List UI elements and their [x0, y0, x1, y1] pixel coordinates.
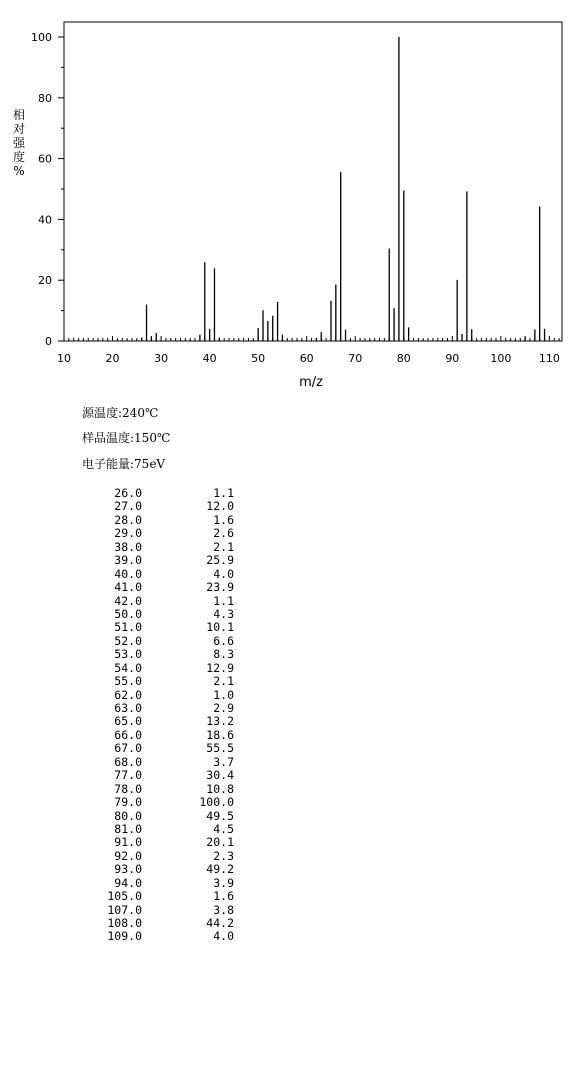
- x-tick-label: 60: [299, 352, 314, 365]
- x-tick-label: 80: [396, 352, 411, 365]
- y-tick-label: 100: [31, 31, 52, 44]
- intensity-cell: 4.3: [213, 606, 234, 621]
- mz-cell: 68.0: [114, 754, 142, 769]
- table-row: [92, 568, 234, 581]
- intensity-cell: 20.1: [206, 835, 234, 850]
- mz-cell: 39.0: [114, 553, 142, 568]
- table-row: [92, 890, 234, 903]
- table-row: [92, 742, 234, 755]
- mz-cell: 62.0: [114, 687, 142, 702]
- sample-temperature: 样品温度:150℃: [82, 431, 171, 445]
- table-row: [92, 850, 234, 863]
- mz-cell: 41.0: [114, 580, 142, 595]
- table-row: [92, 581, 234, 594]
- mz-cell: 29.0: [114, 526, 142, 541]
- mz-cell: 52.0: [114, 633, 142, 648]
- intensity-cell: 18.6: [206, 727, 234, 742]
- table-row: [92, 904, 234, 917]
- mz-cell: 81.0: [114, 821, 142, 836]
- mz-cell: 26.0: [114, 486, 142, 500]
- plot-frame: [64, 22, 562, 341]
- y-axis-label-char: 相: [12, 108, 25, 122]
- table-row: [92, 769, 234, 782]
- mz-cell: 92.0: [114, 848, 142, 863]
- intensity-cell: 100.0: [199, 795, 234, 810]
- intensity-cell: 12.0: [206, 499, 234, 514]
- intensity-cell: 1.1: [213, 593, 234, 608]
- table-row: [92, 729, 234, 742]
- table-row: [92, 877, 234, 890]
- intensity-cell: 8.3: [213, 647, 234, 662]
- y-tick-label: 40: [38, 213, 52, 227]
- intensity-cell: 2.1: [213, 674, 234, 689]
- mz-cell: 105.0: [107, 889, 142, 904]
- table-row: [92, 756, 234, 769]
- intensity-cell: 1.6: [213, 512, 234, 527]
- x-tick-label: 40: [202, 352, 217, 365]
- intensity-cell: 3.8: [213, 902, 234, 917]
- mz-cell: 94.0: [114, 875, 142, 890]
- y-tick-label: 80: [38, 91, 52, 105]
- table-row: [92, 514, 234, 527]
- source-temperature: 源温度:240℃: [82, 406, 159, 420]
- mz-cell: 107.0: [107, 902, 142, 917]
- table-row: [92, 796, 234, 809]
- table-row: [92, 917, 234, 930]
- y-tick-label: 0: [45, 335, 52, 348]
- intensity-cell: 2.9: [213, 701, 234, 715]
- y-axis: [31, 31, 64, 348]
- intensity-cell: 4.5: [213, 821, 234, 836]
- mz-cell: 42.0: [114, 593, 142, 608]
- intensity-cell: 55.5: [206, 741, 234, 756]
- table-row: [92, 836, 234, 849]
- mz-cell: 91.0: [114, 835, 142, 850]
- table-row: [92, 930, 234, 943]
- table-row: [92, 715, 234, 728]
- table-row: [92, 675, 234, 688]
- mz-cell: 78.0: [114, 781, 142, 796]
- intensity-cell: 49.5: [206, 808, 234, 823]
- x-axis-label: m/z: [299, 375, 323, 390]
- spectrum-bars: [142, 37, 545, 341]
- table-row: [92, 783, 234, 796]
- table-row: [92, 689, 234, 702]
- intensity-cell: 2.1: [213, 539, 234, 554]
- intensity-cell: 12.9: [206, 660, 234, 675]
- table-row: [92, 621, 234, 634]
- intensity-cell: 10.8: [206, 781, 234, 796]
- x-tick-label: 70: [348, 352, 363, 365]
- x-tick-label: 110: [538, 352, 560, 365]
- mz-cell: 66.0: [114, 727, 142, 742]
- table-row: [92, 863, 234, 876]
- x-tick-label: 90: [445, 352, 460, 365]
- y-axis-label: [12, 108, 26, 178]
- intensity-cell: 13.2: [206, 714, 234, 729]
- mz-cell: 53.0: [114, 647, 142, 662]
- y-tick-label: 20: [38, 274, 52, 288]
- intensity-cell: 44.2: [206, 916, 234, 930]
- y-axis-label-char: 强: [12, 136, 25, 150]
- table-row: [92, 500, 234, 513]
- mz-cell: 28.0: [114, 512, 142, 527]
- table-row: [92, 810, 234, 823]
- electron-energy: 电子能量:75eV: [82, 457, 166, 471]
- table-row: [92, 702, 234, 715]
- intensity-cell: 1.0: [213, 687, 234, 702]
- table-row: [92, 608, 234, 621]
- intensity-cell: 3.9: [213, 875, 234, 890]
- intensity-cell: 4.0: [213, 566, 234, 581]
- mz-cell: 63.0: [114, 701, 142, 715]
- mz-cell: 109.0: [107, 929, 142, 944]
- intensity-cell: 2.3: [213, 848, 234, 863]
- x-tick-label: 30: [154, 352, 169, 365]
- intensity-cell: 6.6: [213, 633, 234, 648]
- y-tick-label: 60: [38, 152, 52, 166]
- intensity-cell: 23.9: [206, 580, 234, 595]
- table-row: [92, 487, 234, 500]
- intensity-cell: 1.6: [213, 889, 234, 904]
- intensity-cell: 10.1: [206, 620, 234, 635]
- mz-cell: 65.0: [114, 714, 142, 729]
- mz-cell: 67.0: [114, 741, 142, 756]
- mz-cell: 80.0: [114, 808, 142, 823]
- x-axis: [57, 336, 560, 365]
- mz-cell: 40.0: [114, 566, 142, 581]
- table-row: [92, 595, 234, 608]
- mz-cell: 93.0: [114, 862, 142, 877]
- mz-cell: 77.0: [114, 768, 142, 783]
- intensity-cell: 1.1: [213, 486, 234, 500]
- table-row: [92, 635, 234, 648]
- mz-cell: 54.0: [114, 660, 142, 675]
- intensity-cell: 4.0: [213, 929, 234, 944]
- mz-cell: 50.0: [114, 606, 142, 621]
- x-tick-label: 50: [251, 352, 266, 365]
- table-row: [92, 648, 234, 661]
- mz-cell: 38.0: [114, 539, 142, 554]
- mz-cell: 108.0: [107, 916, 142, 930]
- mz-cell: 55.0: [114, 674, 142, 689]
- intensity-cell: 2.6: [213, 526, 234, 541]
- y-axis-label-char: %: [13, 164, 25, 178]
- peak-table: [92, 487, 234, 944]
- table-row: [92, 527, 234, 540]
- table-row: [92, 541, 234, 554]
- intensity-cell: 49.2: [206, 862, 234, 877]
- y-axis-label-char: 度: [12, 150, 25, 164]
- intensity-cell: 30.4: [206, 768, 234, 783]
- intensity-cell: 3.7: [213, 754, 234, 769]
- x-tick-label: 100: [490, 352, 512, 365]
- mz-cell: 79.0: [114, 795, 142, 810]
- mass-spectrum-chart: [0, 0, 570, 395]
- mz-cell: 51.0: [114, 620, 142, 635]
- x-tick-label: 10: [57, 352, 71, 365]
- table-row: [92, 662, 234, 675]
- table-row: [92, 554, 234, 567]
- table-row: [92, 823, 234, 836]
- intensity-cell: 25.9: [206, 553, 234, 568]
- mz-cell: 27.0: [114, 499, 142, 514]
- x-tick-label: 20: [105, 352, 120, 365]
- y-axis-label-char: 对: [12, 122, 25, 136]
